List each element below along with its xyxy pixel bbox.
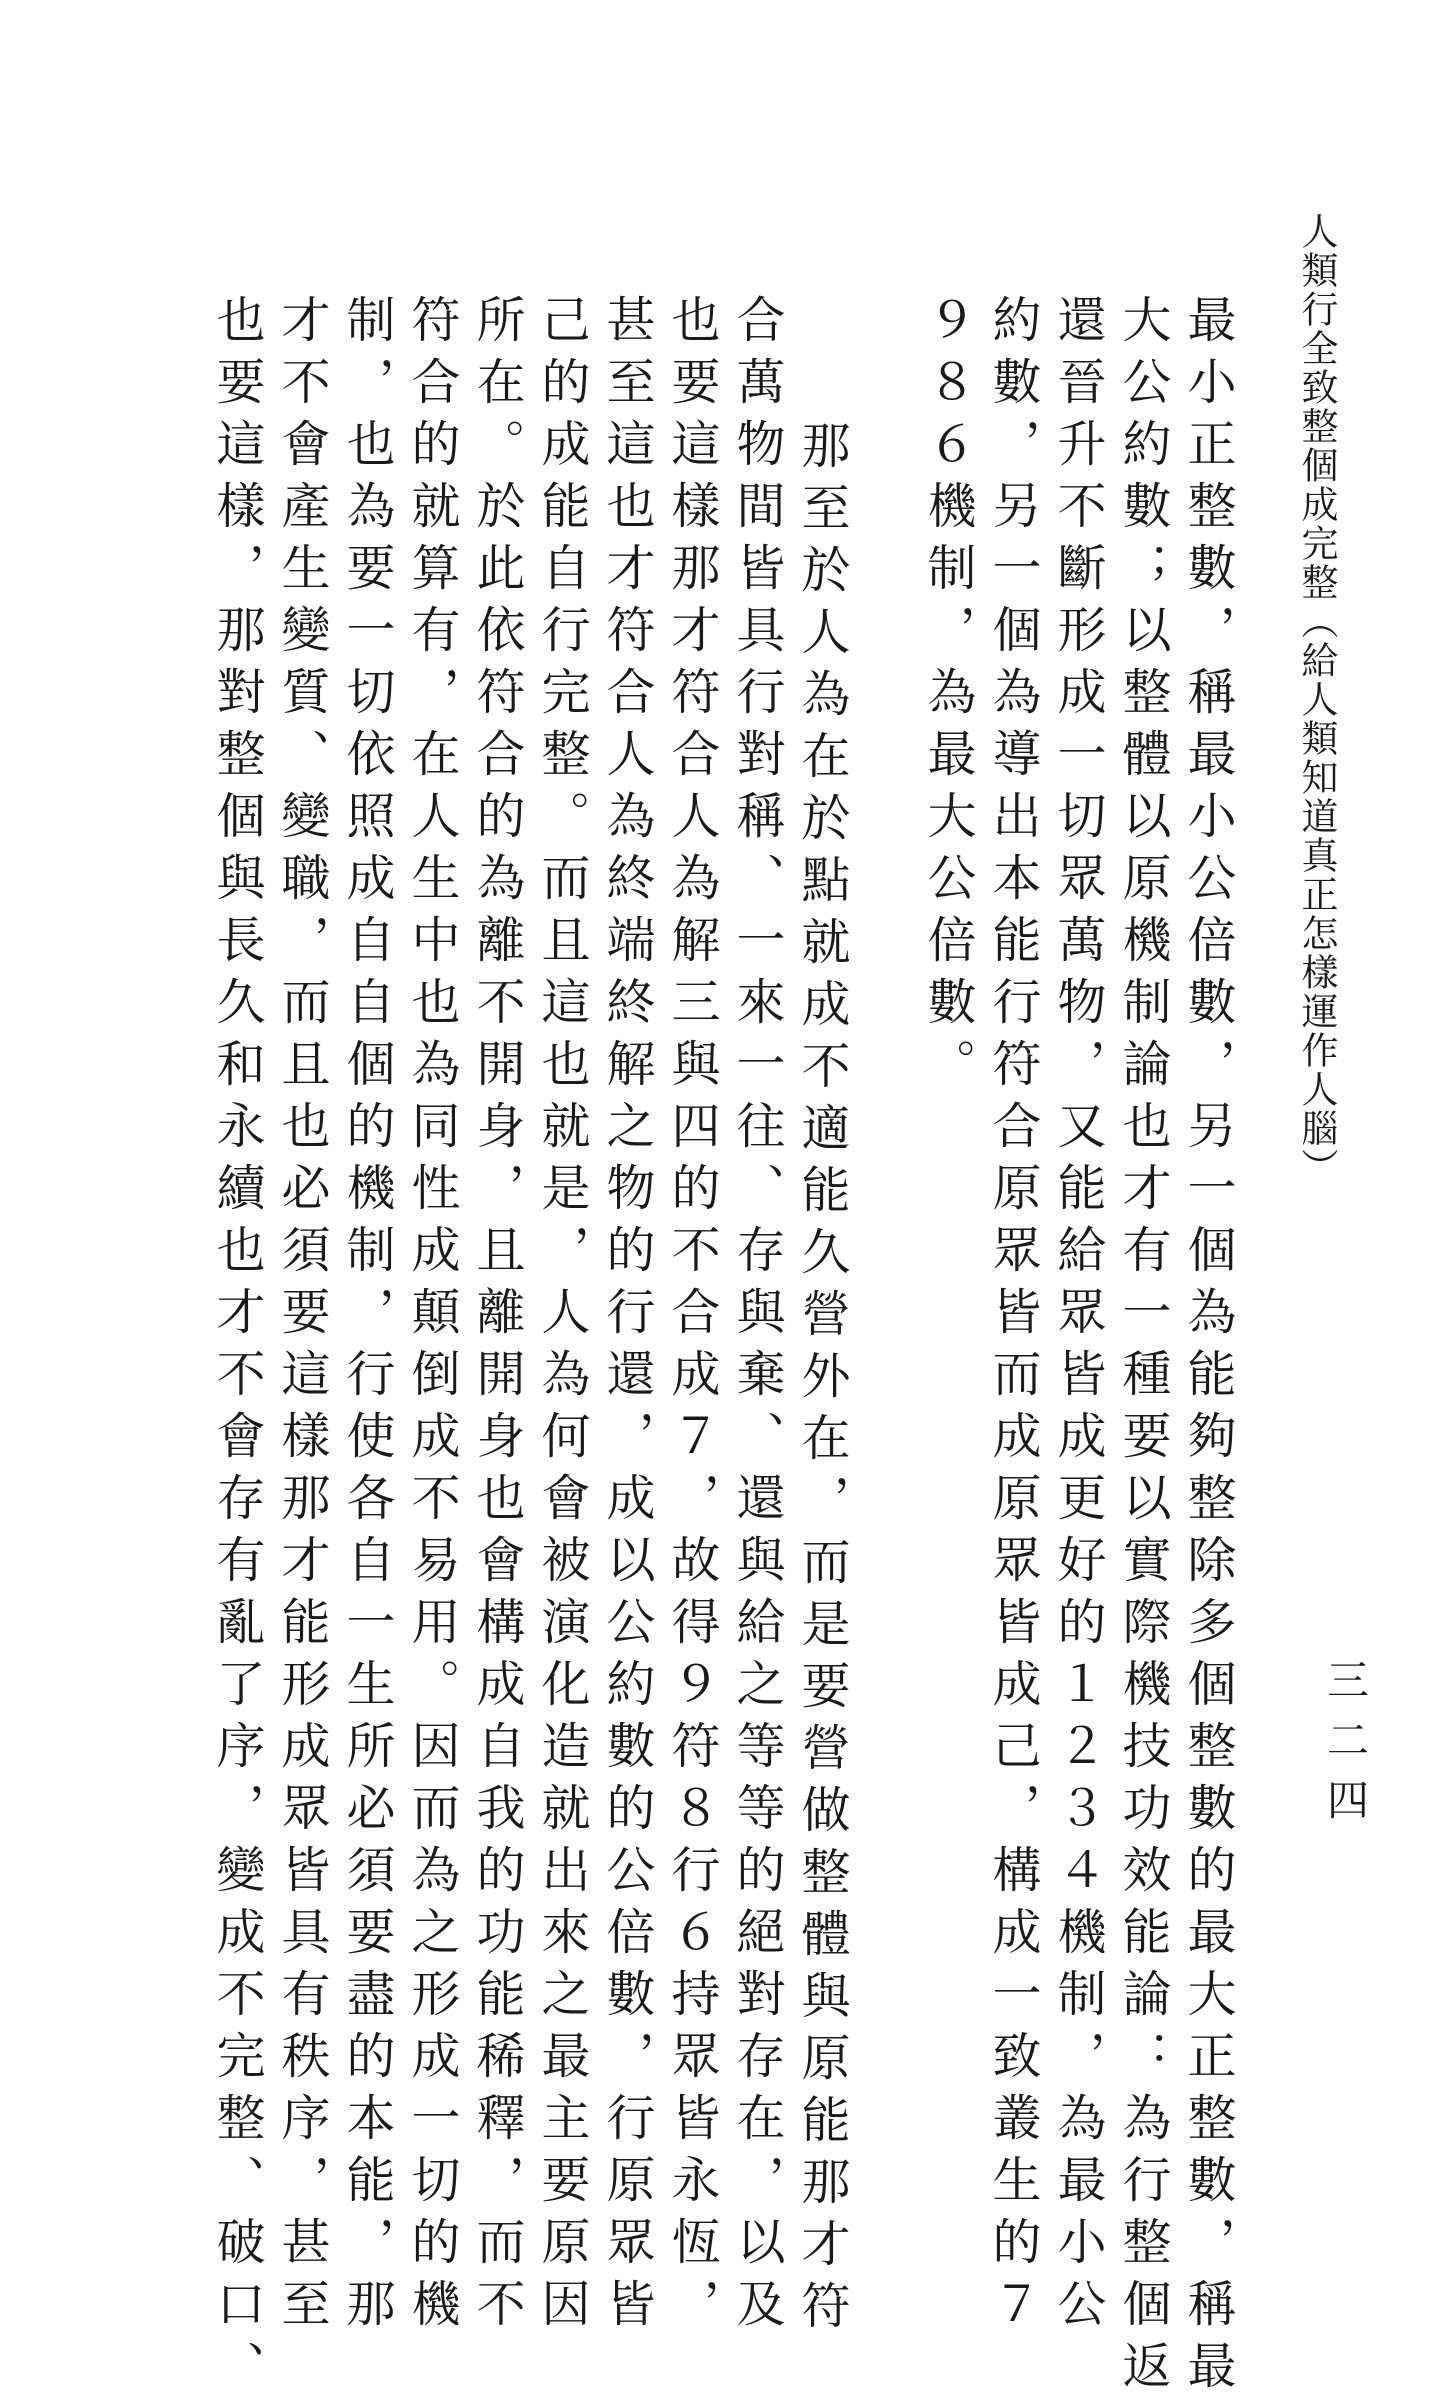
body-line: 才不會產生變質、變職，而且也必須要這樣那才能形成眾皆具有秩序，甚至 — [274, 294, 331, 2340]
body-line: 那至於人為在於點就成不適能久營外在，而是要營做整體與原能那才符 — [794, 420, 851, 2342]
body-line: 所在。於此依符合的為離不開身，且離開身也會構成自我的功能稀釋，而不 — [469, 294, 526, 2340]
body-line: 也要這樣，那對整個與長久和永續也才不會存有亂了序，變成不完整、破口、 — [209, 294, 266, 2402]
body-line: ９８６機制，為最大公倍數。 — [920, 294, 977, 1100]
body-line: 合萬物間皆具行對稱、一來一往、存與棄、還與給之等等的絕對存在，以及 — [729, 294, 786, 2340]
body-line: 符合的就算有，在人生中也為同性成顛倒成不易用。因而為之形成一切的機 — [404, 294, 461, 2340]
running-header-title: 人類行全致整個成完整︵給人類知道真正怎樣運作人腦︶ — [1295, 212, 1338, 1187]
body-line: 約數，另一個為導出本能行符合原眾皆而成原眾皆成己，構成一致叢生的７ — [985, 294, 1042, 2340]
body-line: 也要這樣那才符合人為解三與四的不合成７，故得９符８行６持眾皆永恆， — [664, 294, 721, 2340]
body-line: 甚至這也才符合人為終端終解之物的行還，成以公約數的公倍數，行原眾皆 — [599, 294, 656, 2340]
body-line: 己的成能自行完整。而且這也就是，人為何會被演化造就出來之最主要原因 — [534, 294, 591, 2340]
body-line: 最小正整數，稱最小公倍數，另一個為能夠整除多個整數的最大正整數，稱最 — [1180, 294, 1237, 2402]
page-number: 三二四 — [1321, 1658, 1370, 1838]
body-line: 還晉升不斷形成一切眾萬物，又能給眾皆成更好的１２３４機制，為最小公 — [1050, 294, 1107, 2340]
body-line: 制，也為要一切依照成自自個的機制，行使各自一生所必須要盡的本能，那 — [339, 294, 396, 2340]
body-line: 大公約數；以整體以原機制論也才有一種要以實際機技功效能論：為行整個返 — [1115, 294, 1172, 2402]
